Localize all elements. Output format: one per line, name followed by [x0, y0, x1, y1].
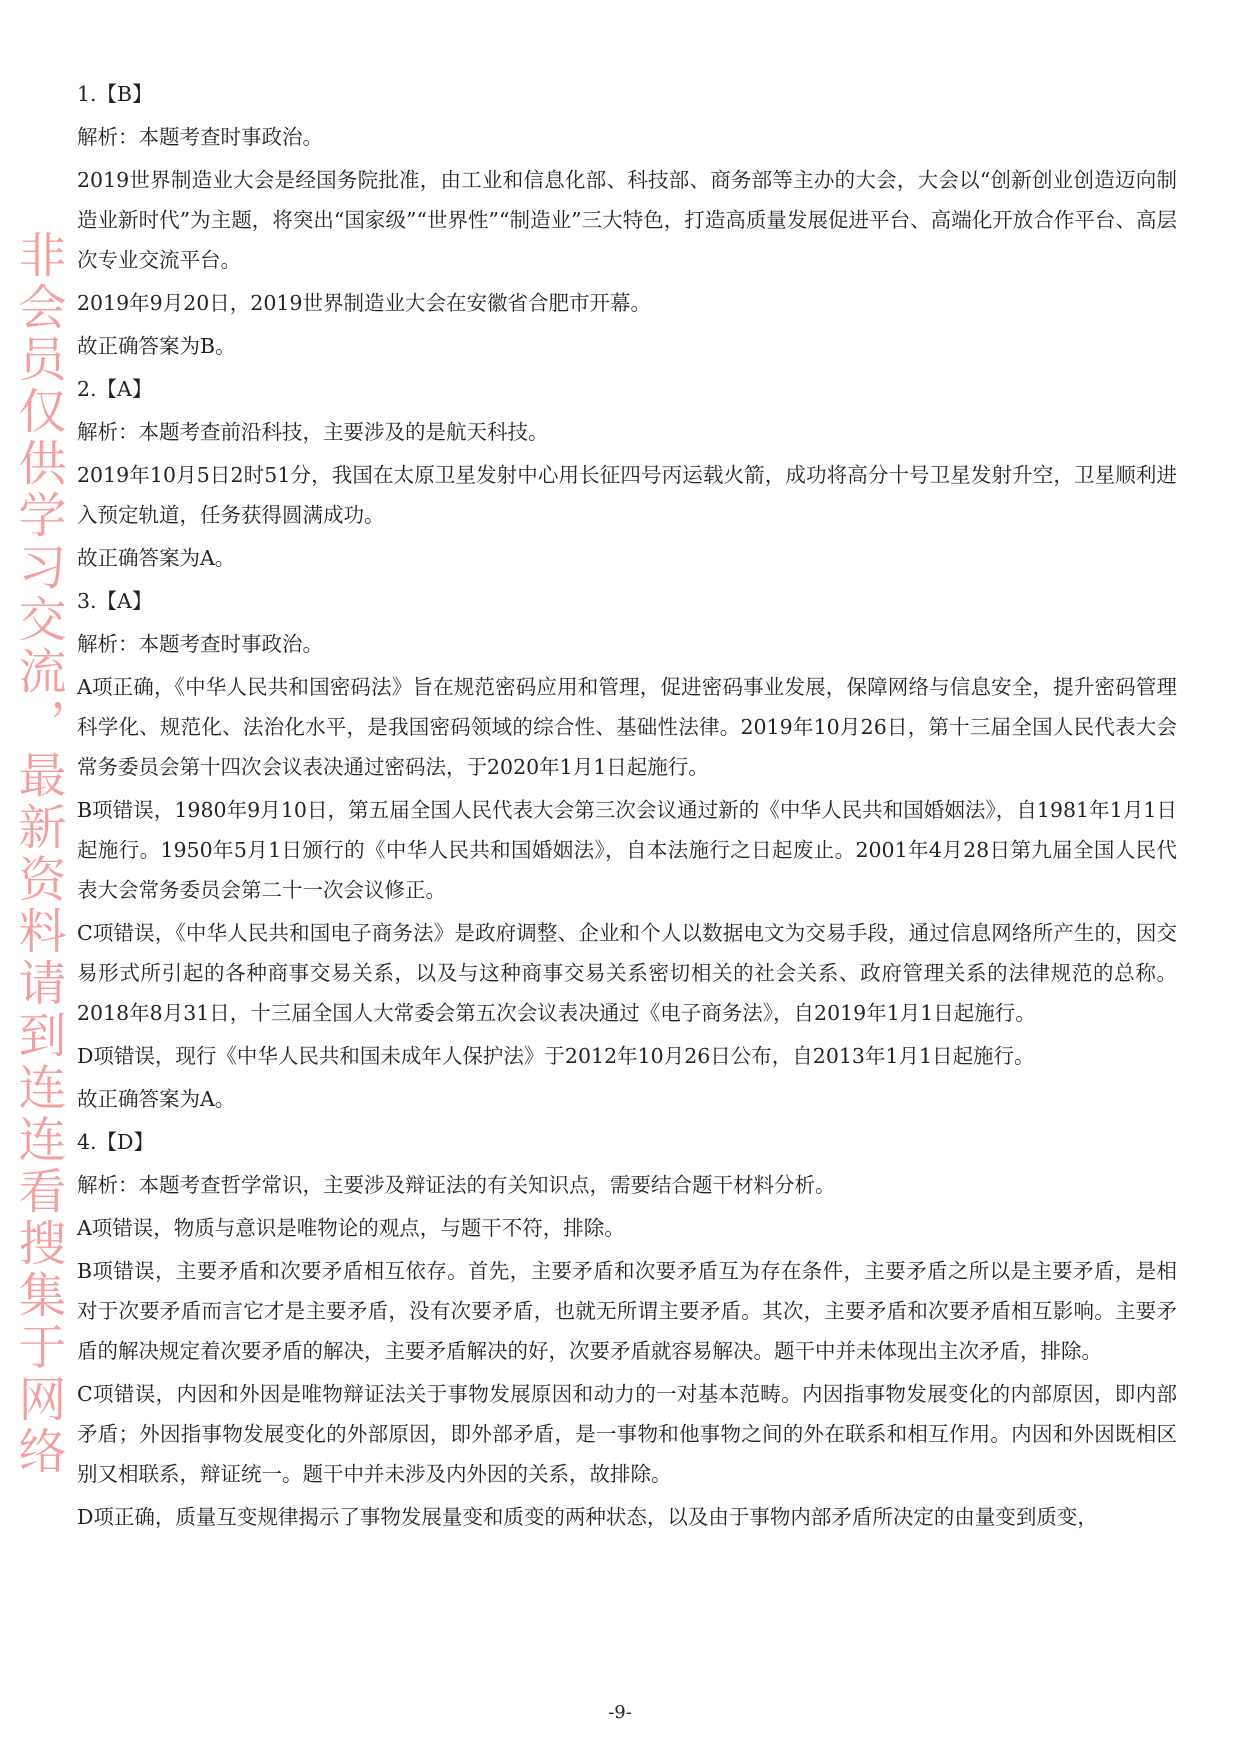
- question-4-answer: 4.【D】: [77, 1130, 154, 1154]
- option-c-analysis: C项错误，《中华人民共和国电子商务法》是政府调整、企业和个人以数据电文为交易手段，通过信息网络所产生的，因交易形式所引起的各种商事交易关系，以及与这种商事交易关系密切相关的社会关系、政府管理关系的法律规范的总称。2018年8月31日，十三届全国人大常委会第五次会议表决通过《电子商务法》，自2019年1月1日起施行。: [77, 921, 1177, 1025]
- option-a-analysis: A项错误，物质与意识是唯物论的观点，与题干不符，排除。: [77, 1216, 625, 1240]
- conclusion-text: 故正确答案为A。: [77, 1087, 236, 1111]
- conclusion-text: 故正确答案为A。: [77, 546, 236, 570]
- option-a-analysis: A项正确，《中华人民共和国密码法》旨在规范密码应用和管理，促进密码事业发展，保障网络与信息安全，提升密码管理科学化、规范化、法治化水平，是我国密码领域的综合性、基础性法律。2019年10月26日，第十三届全国人民代表大会常务委员会第十四次会议表决通过密码法，于2020年1月1日起施行。: [77, 675, 1177, 779]
- analysis-text: 解析：本题考查哲学常识，主要涉及辩证法的有关知识点，需要结合题干材料分析。: [77, 1173, 836, 1197]
- option-d-analysis: D项正确，质量互变规律揭示了事物发展量变和质变的两种状态，以及由于事物内部矛盾所决定的由量变到质变，: [77, 1505, 1098, 1529]
- option-c-analysis: C项错误，内因和外因是唯物辩证法关于事物发展原因和动力的一对基本范畴。内因指事物发展变化的内部原因，即内部矛盾；外因指事物发展变化的外部原因，即外部矛盾，是一事物和他事物之间的外在联系和相互作用。内因和外因既相区别又相联系，辩证统一。题干中并未涉及内外因的关系，故排除。: [77, 1382, 1177, 1486]
- option-b-analysis: B项错误，1980年9月10日，第五届全国人民代表大会第三次会议通过新的《中华人民共和国婚姻法》，自1981年1月1日起施行。1950年5月1日颁行的《中华人民共和国婚姻法》，自本法施行之日起废止。2001年4月28日第九届全国人民代表大会常务委员会第二十一次会议修正。: [77, 798, 1177, 902]
- analysis-text: 2019世界制造业大会是经国务院批准，由工业和信息化部、科技部、商务部等主办的大会，大会以“创新创业创造迈向制造业新时代”为主题，将突出“国家级”“世界性”“制造业”三大特色，打造高质量发展促进平台、高端化开放合作平台、高层次专业交流平台。: [77, 168, 1177, 272]
- conclusion-text: 故正确答案为B。: [77, 334, 236, 358]
- page-number: -9-: [608, 1702, 632, 1723]
- analysis-text: 2019年10月5日2时51分，我国在太原卫星发射中心用长征四号丙运载火箭，成功将高分十号卫星发射升空，卫星顺利进入预定轨道，任务获得圆满成功。: [77, 463, 1177, 527]
- option-d-analysis: D项错误，现行《中华人民共和国未成年人保护法》于2012年10月26日公布，自2013年1月1日起施行。: [77, 1044, 1035, 1068]
- watermark: 非会员仅供学习交流，最新资料请到连连看搜集于网络: [10, 230, 66, 1478]
- analysis-text: 解析：本题考查时事政治。: [77, 632, 323, 656]
- question-2-answer: 2.【A】: [77, 377, 153, 401]
- question-3-answer: 3.【A】: [77, 589, 153, 613]
- option-b-analysis: B项错误，主要矛盾和次要矛盾相互依存。首先，主要矛盾和次要矛盾互为存在条件，主要矛盾之所以是主要矛盾，是相对于次要矛盾而言它才是主要矛盾，没有次要矛盾，也就无所谓主要矛盾。其次，主要矛盾和次要矛盾相互影响。主要矛盾的解决规定着次要矛盾的解决，主要矛盾解决的好，次要矛盾就容易解决。题干中并未体现出主次矛盾，排除。: [77, 1259, 1177, 1363]
- answer-explanations: [77, 74, 1177, 1540]
- analysis-text: 解析：本题考查时事政治。: [77, 125, 323, 149]
- analysis-text: 2019年9月20日，2019世界制造业大会在安徽省合肥市开幕。: [77, 291, 651, 315]
- question-1-answer: 1.【B】: [77, 82, 153, 106]
- analysis-text: 解析：本题考查前沿科技，主要涉及的是航天科技。: [77, 420, 549, 444]
